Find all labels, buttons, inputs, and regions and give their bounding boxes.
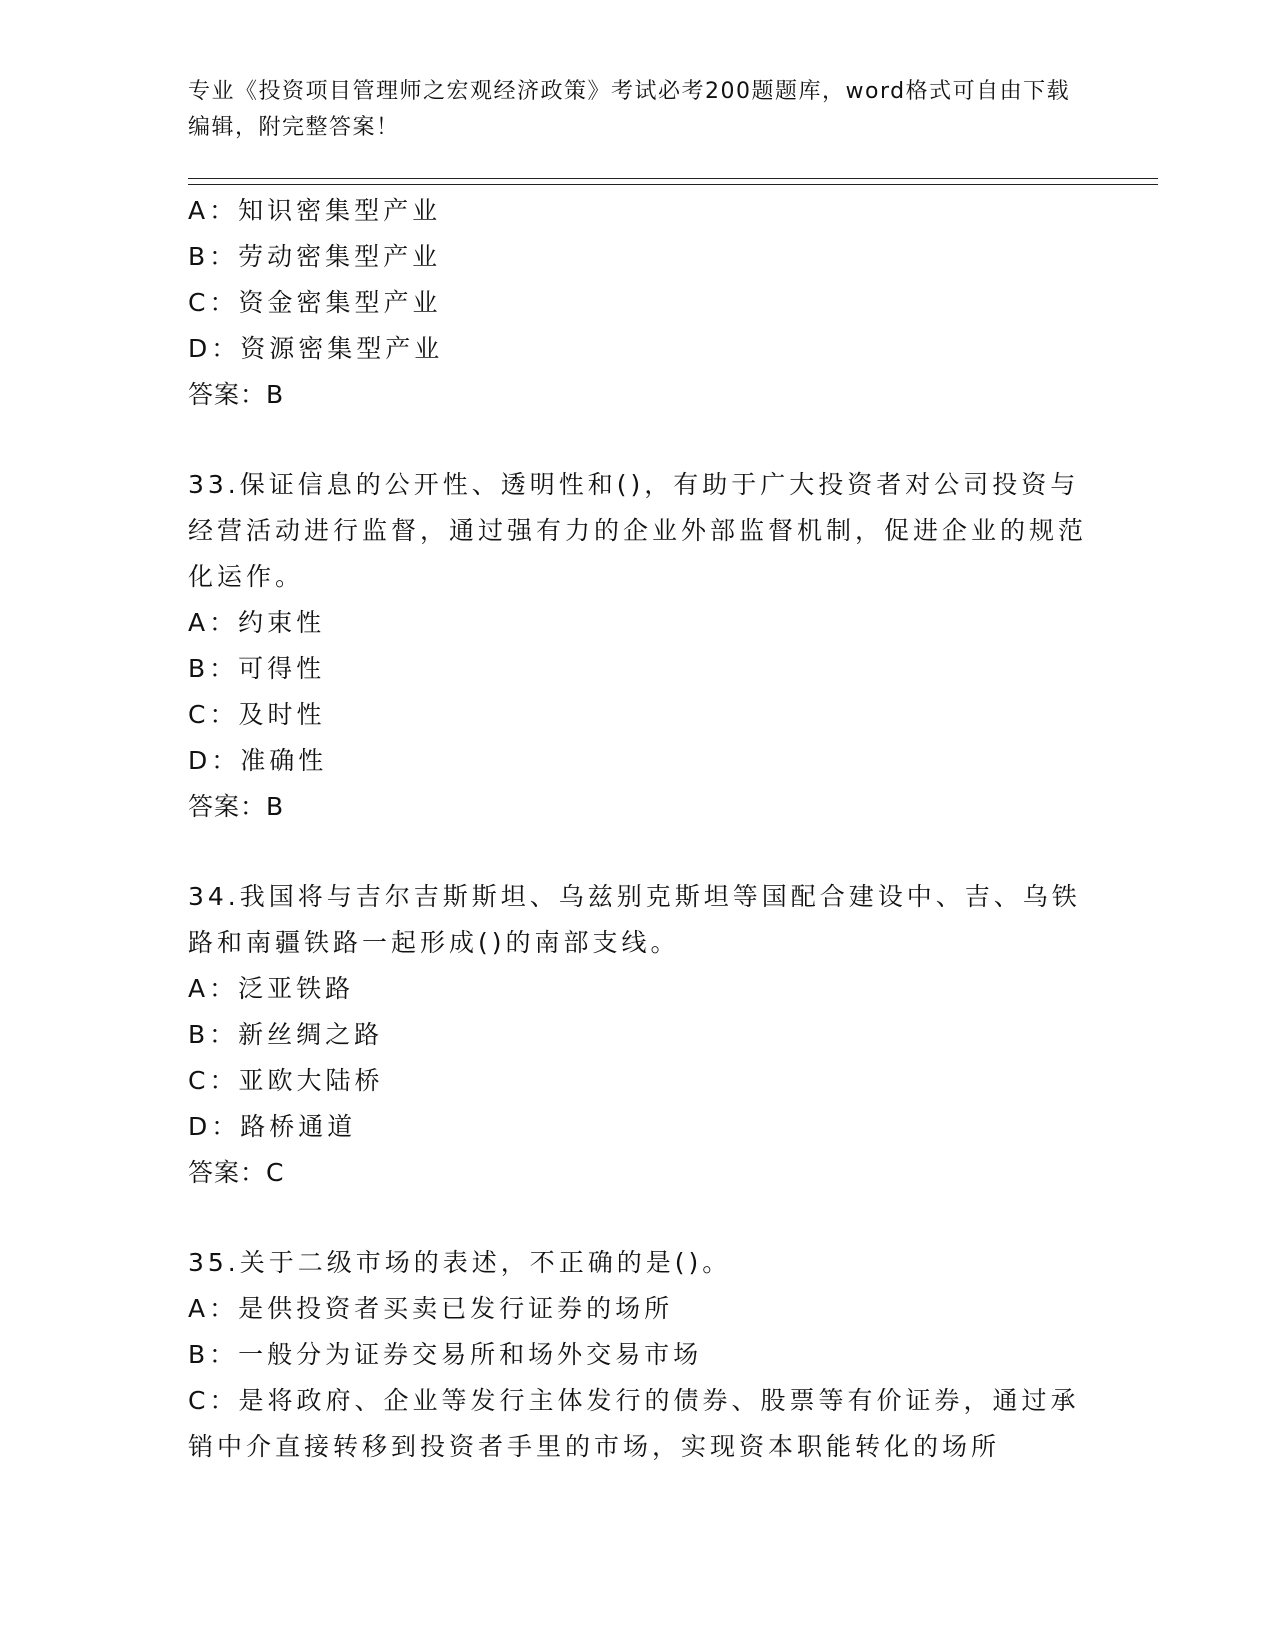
option-d: D：路桥通道 (188, 1112, 357, 1141)
option-a: A：是供投资者买卖已发行证券的场所 (188, 1294, 674, 1323)
question-stem: 34.我国将与吉尔吉斯斯坦、乌兹别克斯坦等国配合建设中、吉、乌铁路和南疆铁路一起形成()的南部支线。 (188, 882, 1081, 957)
option-b: B：可得性 (188, 654, 326, 683)
option-a: A：约束性 (188, 608, 326, 637)
option-c: C：是将政府、企业等发行主体发行的债券、股票等有价证券，通过承销中介直接转移到投资者手里的市场，实现资本职能转化的场所 (188, 1386, 1080, 1461)
answer: 答案：B (188, 380, 285, 409)
option-a: A：泛亚铁路 (188, 974, 355, 1003)
option-c: C：亚欧大陆桥 (188, 1066, 384, 1095)
question-list (188, 188, 1088, 1470)
option-b: B：一般分为证券交易所和场外交易市场 (188, 1340, 703, 1369)
option-b: B：劳动密集型产业 (188, 242, 442, 271)
option-d: D：准确性 (188, 746, 328, 775)
question-stem: 33.保证信息的公开性、透明性和()，有助于广大投资者对公司投资与经营活动进行监督，通过强有力的企业外部监督机制，促进企业的规范化运作。 (188, 470, 1088, 591)
option-a: A：知识密集型产业 (188, 196, 442, 225)
question-32-continued (188, 188, 1088, 418)
answer: 答案：C (188, 1158, 285, 1187)
question-stem: 35.关于二级市场的表述，不正确的是()。 (188, 1248, 732, 1277)
option-b: B：新丝绸之路 (188, 1020, 384, 1049)
question-33 (188, 462, 1088, 830)
question-35 (188, 1240, 1088, 1470)
answer: 答案：B (188, 792, 285, 821)
option-c: C：资金密集型产业 (188, 288, 442, 317)
header-divider (188, 178, 1158, 185)
document-header: 专业《投资项目管理师之宏观经济政策》考试必考200题题库，word格式可自由下载编辑，附完整答案！ (188, 79, 1071, 140)
question-34 (188, 874, 1088, 1196)
option-d: D：资源密集型产业 (188, 334, 444, 363)
option-c: C：及时性 (188, 700, 326, 729)
